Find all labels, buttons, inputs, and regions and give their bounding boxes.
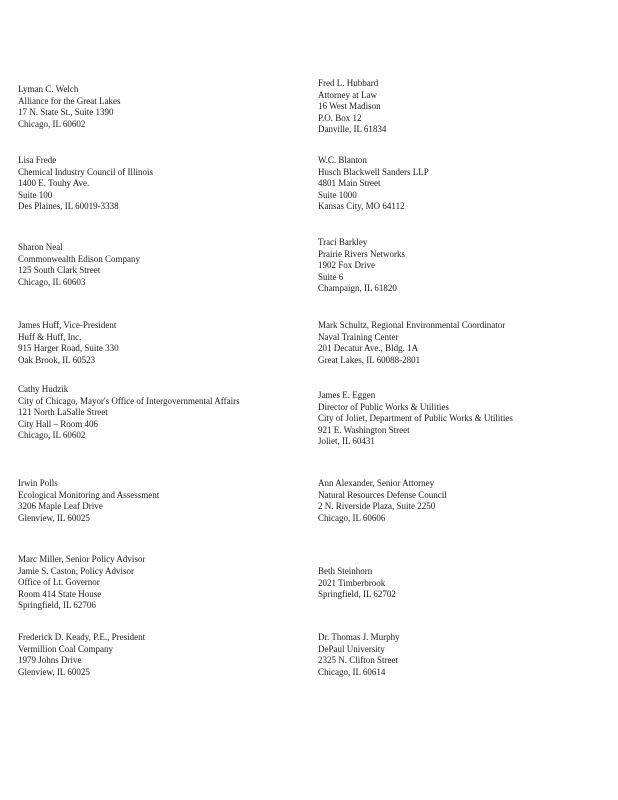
entry-line: Chemical Industry Council of Illinois: [18, 166, 153, 177]
entry-line: Great Lakes, IL 60088-2801: [318, 354, 421, 365]
entry-line: 16 West Madison: [318, 101, 381, 112]
entry-line: City of Chicago, Mayor's Office of Intergovernmental Affairs: [18, 395, 240, 406]
entry-line: Suite 100: [18, 189, 53, 200]
entry-line: 4801 Main Street: [318, 178, 381, 189]
entry-line: DePaul University: [318, 643, 385, 654]
entry-line: Chicago, IL 60602: [18, 118, 86, 129]
entry-line: Glenview, IL 60025: [18, 512, 90, 523]
address-entry: [318, 390, 608, 448]
entry-line: Oak Brook, IL 60523: [18, 354, 96, 365]
address-entry: [18, 632, 308, 678]
entry-line: Suite 6: [318, 271, 344, 282]
entry-line: 1979 Johns Drive: [18, 655, 82, 666]
entry-line: Natural Resources Defense Council: [318, 489, 447, 500]
entry-line: 2021 Timberbrook: [318, 577, 386, 588]
entry-line: Des Plaines, IL 60019-3338: [18, 201, 119, 212]
entry-line: Jamie S. Caston, Policy Advisor: [18, 565, 135, 576]
address-entry: [318, 632, 608, 678]
entry-name: James Huff, Vice-President: [18, 320, 117, 330]
address-entry: [18, 155, 308, 213]
entry-name: Traci Barkley: [318, 237, 368, 247]
entry-name: Lisa Frede: [18, 155, 57, 165]
entry-line: Ecological Monitoring and Assessment: [18, 489, 160, 500]
entry-name: James E. Eggen: [318, 390, 376, 400]
entry-line: Chicago, IL 60602: [18, 430, 86, 441]
entry-line: Alliance for the Great Lakes: [18, 95, 121, 106]
entry-name: W.C. Blanton: [318, 155, 367, 165]
address-entry: [318, 237, 608, 295]
entry-line: 915 Harger Road, Suite 330: [18, 343, 119, 354]
entry-line: Chicago, IL 60603: [18, 276, 86, 287]
entry-line: Chicago, IL 60614: [318, 666, 386, 677]
entry-line: Husch Blackwell Sanders LLP: [318, 166, 429, 177]
address-entry: [18, 384, 308, 442]
entry-line: Prairie Rivers Networks: [318, 248, 405, 259]
address-entry: [318, 566, 608, 601]
entry-line: Champaign, IL 61820: [318, 283, 397, 294]
entry-line: 1400 E. Touhy Ave.: [18, 178, 90, 189]
entry-line: 921 E. Washington Street: [318, 424, 410, 435]
entry-name: Ann Alexander, Senior Attorney: [318, 478, 435, 488]
entry-line: Commonwealth Edison Company: [18, 253, 140, 264]
entry-line: Kansas City, MO 64112: [318, 201, 405, 212]
entry-line: 125 South Clark Street: [18, 265, 101, 276]
entry-name: Cathy Hudzik: [18, 384, 69, 394]
entry-line: Chicago, IL 60606: [318, 512, 386, 523]
entry-line: Attorney at Law: [318, 89, 377, 100]
entry-line: City Hall – Room 406: [18, 418, 99, 429]
entry-line: Huff & Huff, Inc.: [18, 331, 82, 342]
entry-line: Room 414 State House: [18, 588, 102, 599]
entry-line: Springfield, IL 62706: [18, 600, 96, 611]
entry-name: Beth Steinhorn: [318, 566, 373, 576]
entry-line: P.O. Box 12: [318, 112, 362, 123]
address-entry: [18, 320, 308, 366]
address-entry: [18, 242, 308, 288]
address-entry: [318, 155, 608, 213]
address-entry: [18, 554, 308, 612]
entry-name: Dr. Thomas J. Murphy: [318, 632, 400, 642]
address-entry: [318, 78, 608, 136]
entry-line: 2325 N. Clifton Street: [318, 655, 398, 666]
entry-line: 121 North LaSalle Street: [18, 407, 108, 418]
entry-name: Lyman C. Welch: [18, 84, 79, 94]
entry-line: 2 N. Riverside Plaza, Suite 2250: [318, 501, 436, 512]
entry-line: Joliet, IL 60431: [318, 436, 375, 447]
address-entry: [318, 478, 608, 524]
entry-name: Mark Schultz, Regional Environmental Coordinator: [318, 320, 506, 330]
entry-line: 3206 Maple Leaf Drive: [18, 501, 103, 512]
entry-line: Vermillion Coal Company: [18, 643, 113, 654]
entry-name: Irwin Polls: [18, 478, 58, 488]
entry-line: Glenview, IL 60025: [18, 666, 90, 677]
entry-line: City of Joliet, Department of Public Works & Utilities: [318, 413, 513, 424]
entry-line: 17 N. State St., Suite 1390: [18, 107, 114, 118]
address-entry: [318, 320, 608, 366]
entry-name: Frederick D. Keady, P.E., President: [18, 632, 146, 642]
entry-line: 1902 Fox Drive: [318, 260, 375, 271]
entry-line: Naval Training Center: [318, 331, 399, 342]
entry-name: Marc Miller, Senior Policy Advisor: [18, 554, 146, 564]
address-entry: [18, 84, 308, 130]
entry-line: Director of Public Works & Utilities: [318, 401, 449, 412]
entry-line: Suite 1000: [318, 189, 357, 200]
entry-line: Office of Lt. Governor: [18, 577, 100, 588]
entry-line: 201 Decatur Ave., Bldg. 1A: [318, 343, 419, 354]
entry-name: Sharon Neal: [18, 242, 63, 252]
address-entry: [18, 478, 308, 524]
entry-name: Fred L. Hubbard: [318, 78, 379, 88]
entry-line: Danville, IL 61834: [318, 124, 387, 135]
entry-line: Springfield, IL 62702: [318, 589, 396, 600]
